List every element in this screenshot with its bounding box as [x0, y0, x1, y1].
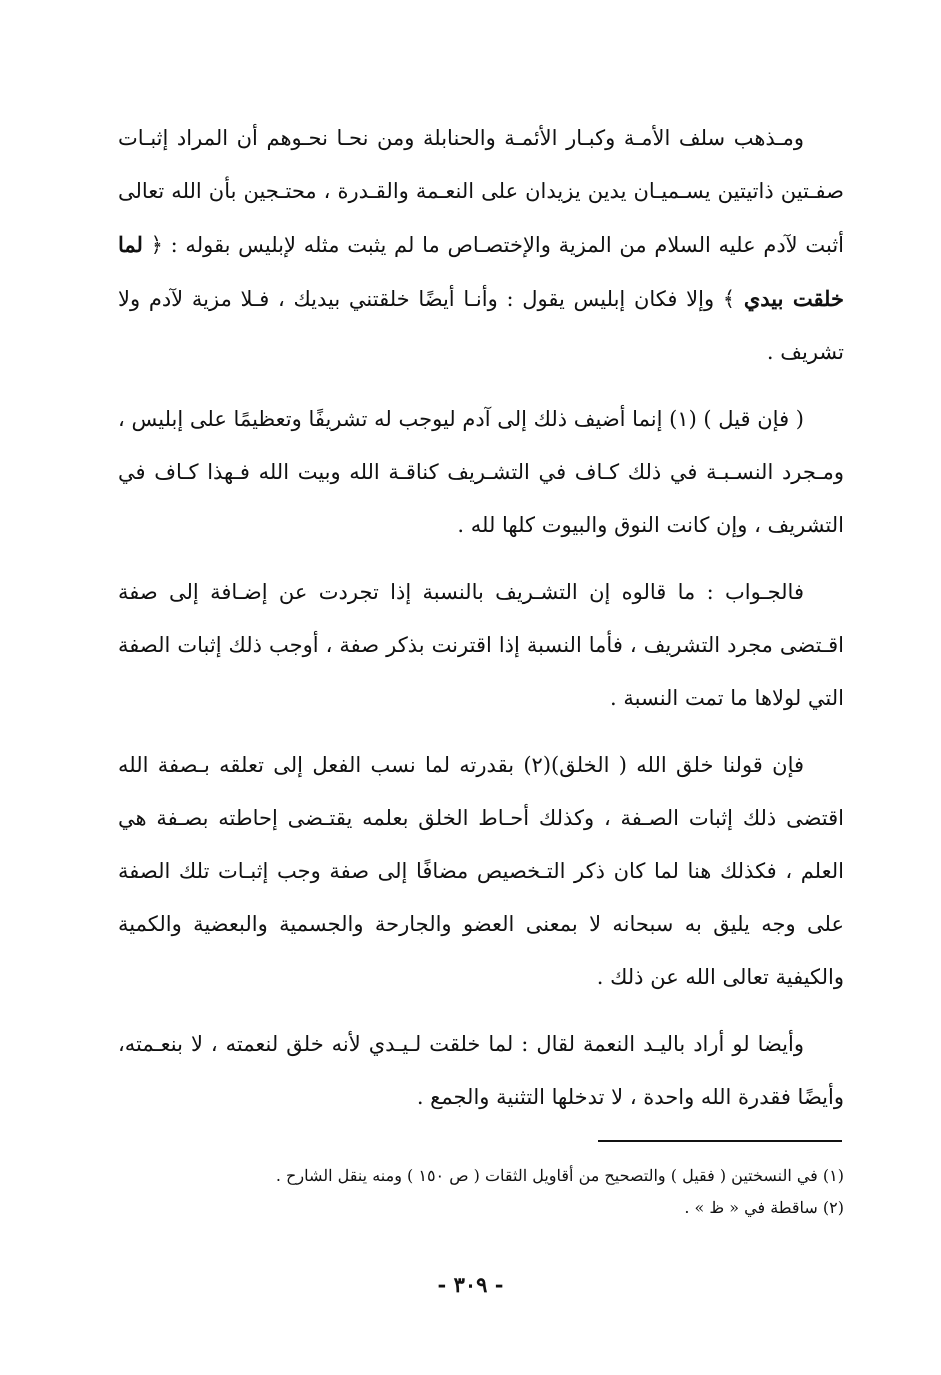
- paragraph-1-part-2: ﴾ وإلا فكان إبليس يقول : وأنـا أيضًا خلقتني بيديك ، فـلا مزية لآدم ولا تشريف .: [118, 287, 844, 364]
- page-number: - ٣٠٩ -: [437, 1272, 504, 1297]
- footnote-separator: [598, 1140, 842, 1142]
- footnote-1: (١) في النسختين ( فقيل ) والتصحيح من أقاويل الثقات ( ص ١٥٠ ) ومنه ينقل الشارح .: [275, 1166, 844, 1185]
- footnote-2: (٢) ساقطة في « ظ » .: [684, 1198, 844, 1217]
- quran-quote: لما خلقت بيدي: [118, 232, 844, 311]
- paragraph-5: وأيضا لو أراد باليـد النعمة لقال : لما خلقت لـيـدي لأنه خلق لنعمته ، لا بنعـمته، وأيضًا فقدرة الله واحدة ، لا تدخلها التثنية والجمع .: [118, 1032, 844, 1109]
- paragraph-1-part-1: ومـذهب سلف الأمـة وكبـار الأئمـة والحنابلة ومن نحـا نحـوهم أن المراد إثبـات صفـتين ذاتيتين يسـميـان يدين يزيدان على النعـمة والقـدرة ، محتـجين بأن الله تعالى أثبت لآدم عليه السلام من المزية والإختصـاص ما لم يثبت مثله لإبليس بقوله : ﴿: [118, 126, 844, 257]
- paragraph-2: ( فإن قيل ) (١) إنما أضيف ذلك إلى آدم ليوجب له تشريفًا وتعظيمًا على إبليس ، ومـجرد النسـبـة في ذلك كـاف في التشـريف كناقـة الله وبيت الله فـهذا كـاف في التشريف ، وإن كانت النوق والبيوت كلها لله .: [118, 407, 844, 537]
- paragraph-1: [118, 112, 844, 379]
- footnotes: [118, 1160, 844, 1224]
- paragraph-3: فالجـواب : ما قالوه إن التشـريف بالنسبة إذا تجردت عن إضـافة إلى صفة اقـتضى مجرد التشريف ، فأما النسبة إذا اقترنت بذكر صفة ، أوجب ذلك إثبات الصفة التي لولاها ما تمت النسبة .: [118, 580, 844, 710]
- paragraph-4: فإن قولنا خلق الله ( الخلق)(٢) بقدرته لما نسب الفعل إلى تعلقه بـصفة الله اقتضى ذلك إثبات الصـفة ، وكذلك أحـاط الخلق بعلمه يقتـضى إحاطته بصـفة هي العلم ، فكذلك هنا لما كان ذكر التـخصيص مضافًا إلى صفة وجب إثبـات تلك الصفة على وجه يليق به سبحانه لا بمعنى العضو والجارحة والجسمية والبعضية والكمية والكيفية تعالى الله عن ذلك .: [118, 753, 844, 989]
- main-text: [118, 112, 844, 1138]
